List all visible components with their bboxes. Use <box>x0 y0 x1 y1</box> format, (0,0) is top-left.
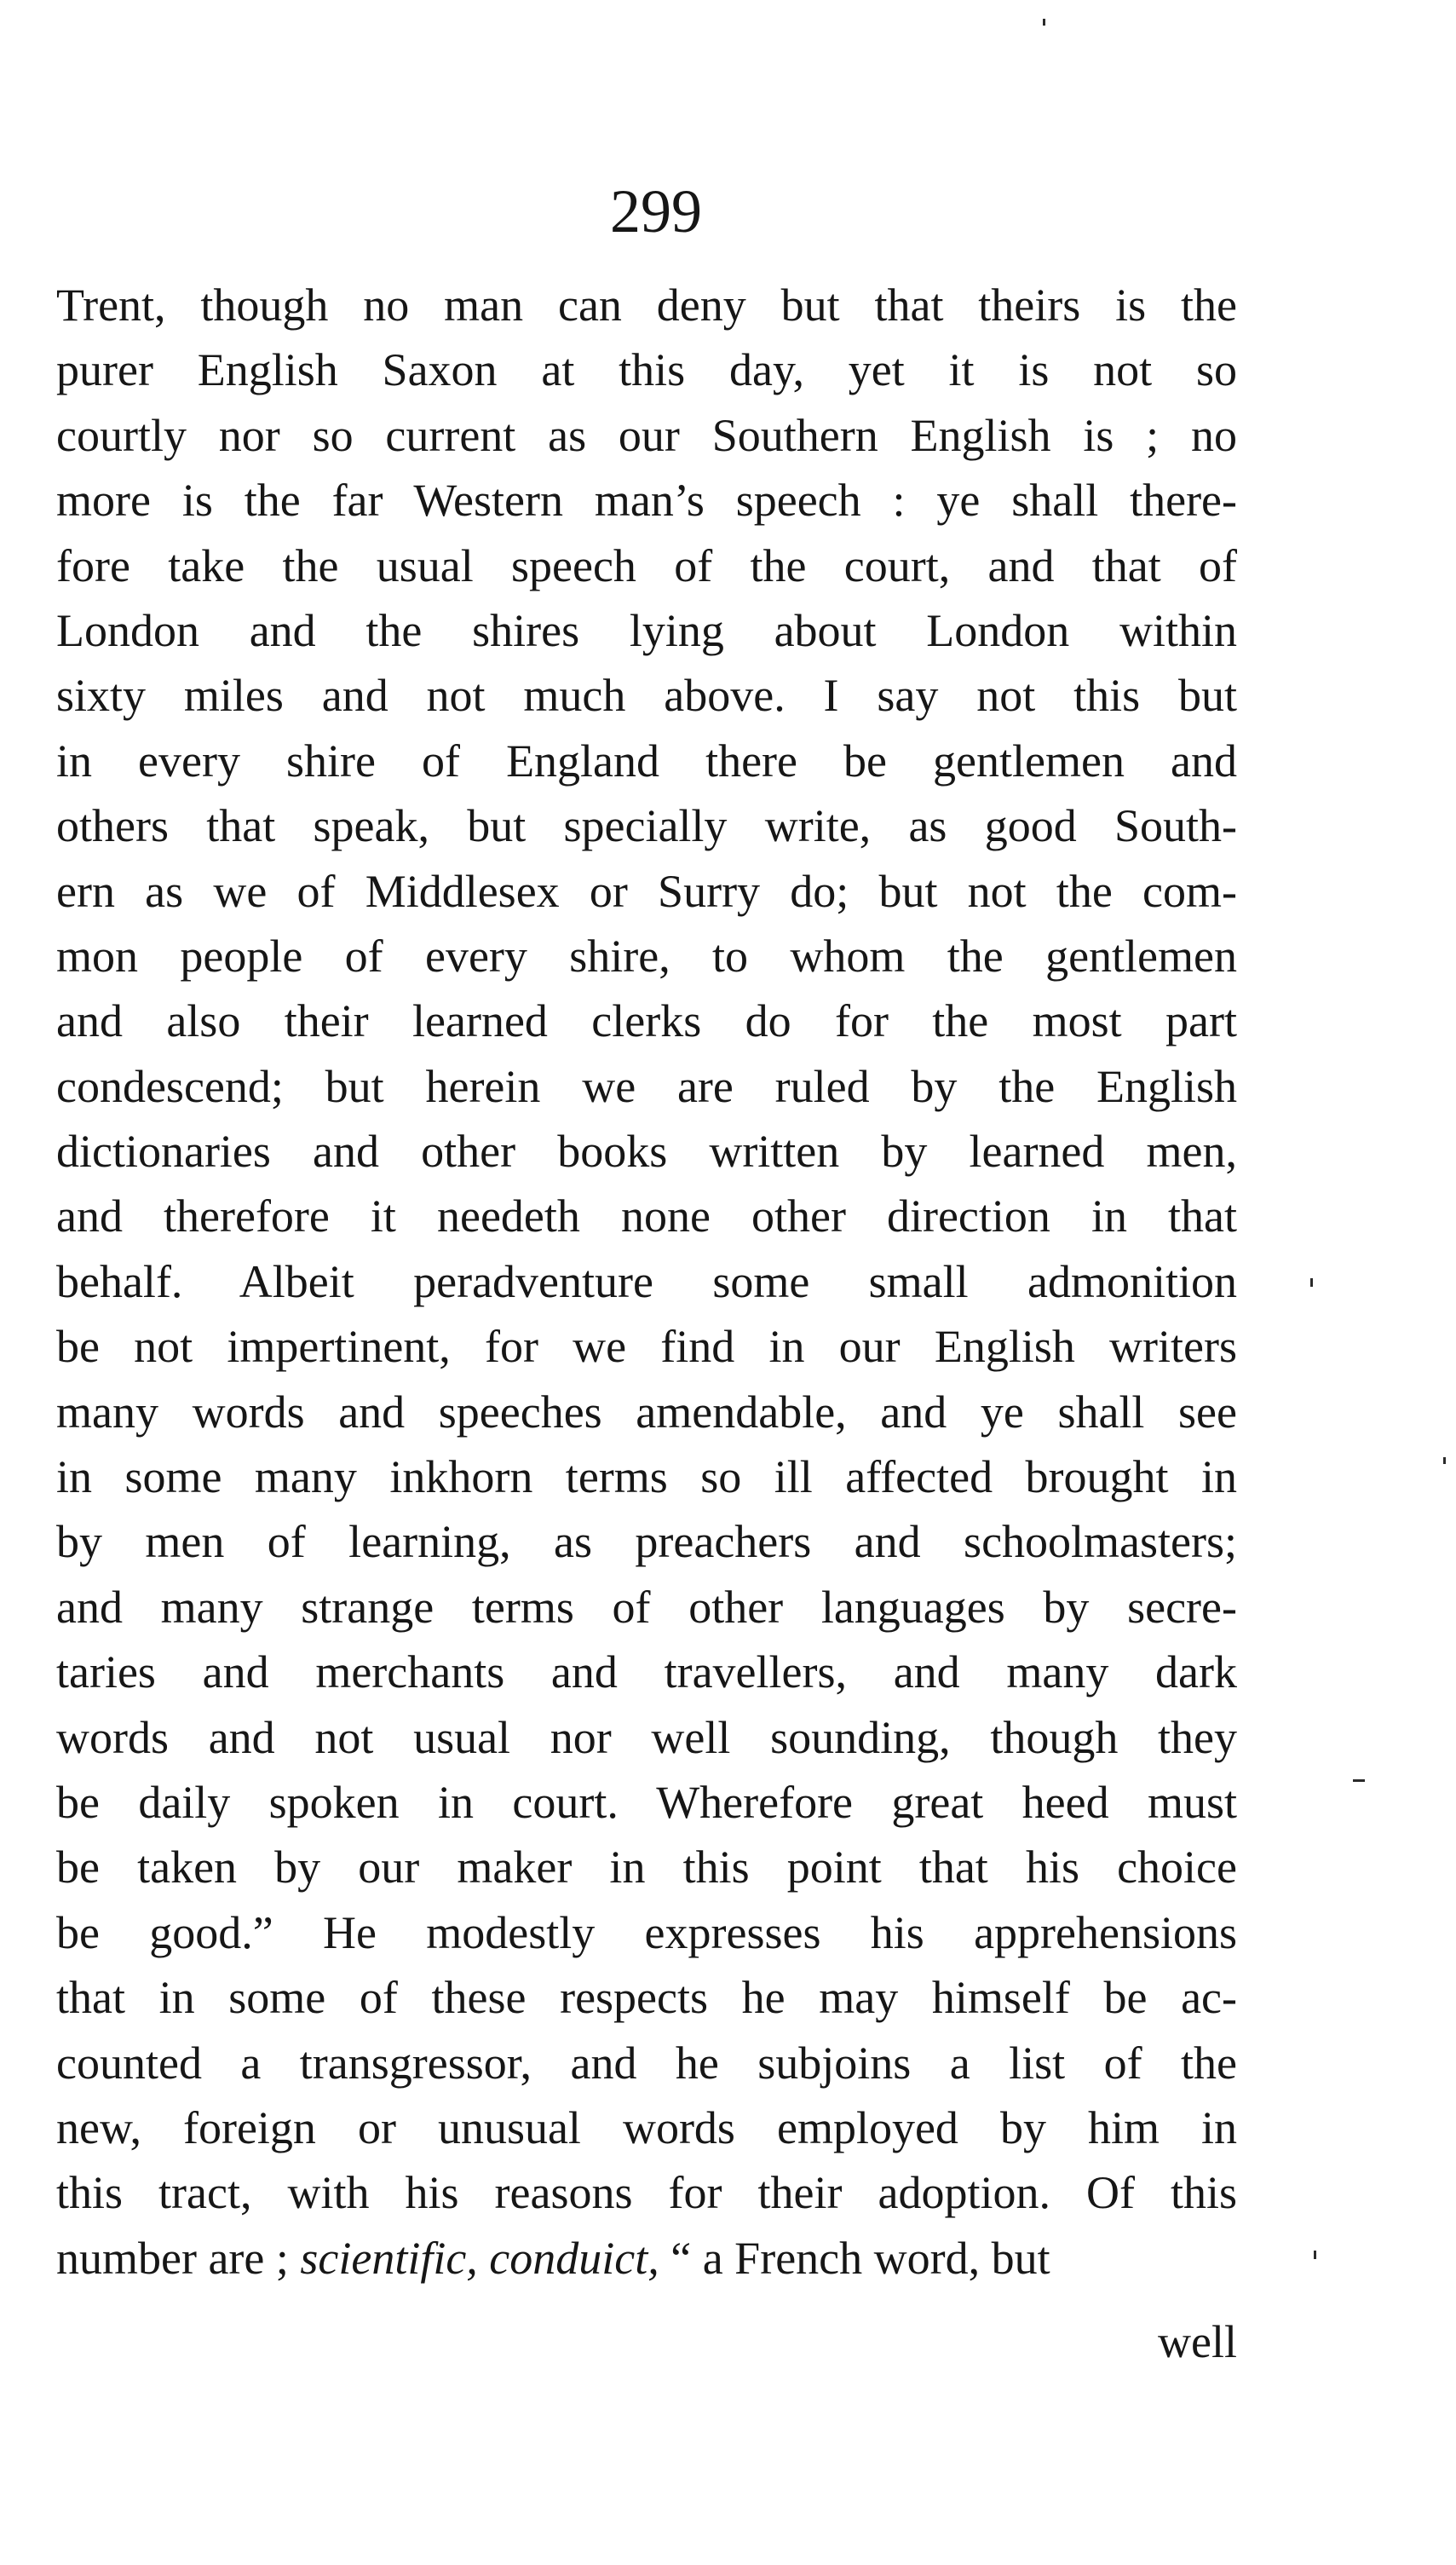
last-line-tail: “ a French word, but <box>670 2232 1050 2284</box>
text-line: mon people of every shire, to whom the gentlemen <box>56 930 1237 982</box>
text-line-last <box>56 2226 1237 2291</box>
text-line: in every shire of England there be gentlemen and <box>56 735 1237 787</box>
text-line: many words and speeches amendable, and ye shall see <box>56 1386 1237 1438</box>
text-line: in some many inkhorn terms so ill affected brought in <box>56 1451 1237 1503</box>
last-line-lead: number are ; <box>56 2232 289 2284</box>
text-line: by men of learning, as preachers and schoolmasters; <box>56 1516 1237 1568</box>
text-line: be good.” He modestly expresses his apprehensions <box>56 1906 1237 1958</box>
text-line: courtly nor so current as our Southern English is ; no <box>56 409 1237 461</box>
text-line: behalf. Albeit peradventure some small admonition <box>56 1255 1237 1307</box>
stray-mark <box>1353 1779 1365 1782</box>
text-line: that in some of these respects he may himself be ac- <box>56 1972 1237 2024</box>
text-line: and therefore it needeth none other direction in that <box>56 1190 1237 1242</box>
text-line: ern as we of Middlesex or Surry do; but not the com- <box>56 865 1237 917</box>
text-line: condescend; but herein we are ruled by the English <box>56 1060 1237 1112</box>
stray-mark <box>1043 19 1045 26</box>
text-line: sixty miles and not much above. I say not this but <box>56 670 1237 722</box>
text-line: purer English Saxon at this day, yet it is not so <box>56 344 1237 396</box>
body-text <box>56 273 1237 2291</box>
text-line: more is the far Western man’s speech : ye shall there- <box>56 475 1237 527</box>
text-line: fore take the usual speech of the court, and that of <box>56 539 1237 591</box>
text-line: be daily spoken in court. Wherefore great heed must <box>56 1776 1237 1828</box>
stray-mark <box>1443 1457 1446 1464</box>
text-line: this tract, with his reasons for their adoption. Of this <box>56 2167 1237 2219</box>
text-line: new, foreign or unusual words employed by him in <box>56 2101 1237 2153</box>
text-line: counted a transgressor, and he subjoins a list of the <box>56 2037 1237 2089</box>
text-line: taries and merchants and travellers, and many dark <box>56 1646 1237 1698</box>
text-line: Trent, though no man can deny but that theirs is the <box>56 280 1237 331</box>
text-line: be taken by our maker in this point that his choice <box>56 1842 1237 1893</box>
text-line: London and the shires lying about London within <box>56 604 1237 656</box>
text-line: words and not usual nor well sounding, though they <box>56 1711 1237 1763</box>
text-line: and many strange terms of other languages by secre- <box>56 1581 1237 1633</box>
stray-mark <box>1314 2251 1316 2259</box>
catchword: well <box>1158 2316 1237 2367</box>
page-number: 299 <box>610 177 702 245</box>
text-line: be not impertinent, for we find in our English writers <box>56 1321 1237 1373</box>
text-line: others that speak, but specially write, as good South- <box>56 800 1237 852</box>
text-line: and also their learned clerks do for the most part <box>56 995 1237 1047</box>
italic-words: scientific, conduict, <box>300 2232 659 2284</box>
stray-mark <box>1310 1278 1313 1287</box>
text-line: dictionaries and other books written by learned men, <box>56 1126 1237 1178</box>
